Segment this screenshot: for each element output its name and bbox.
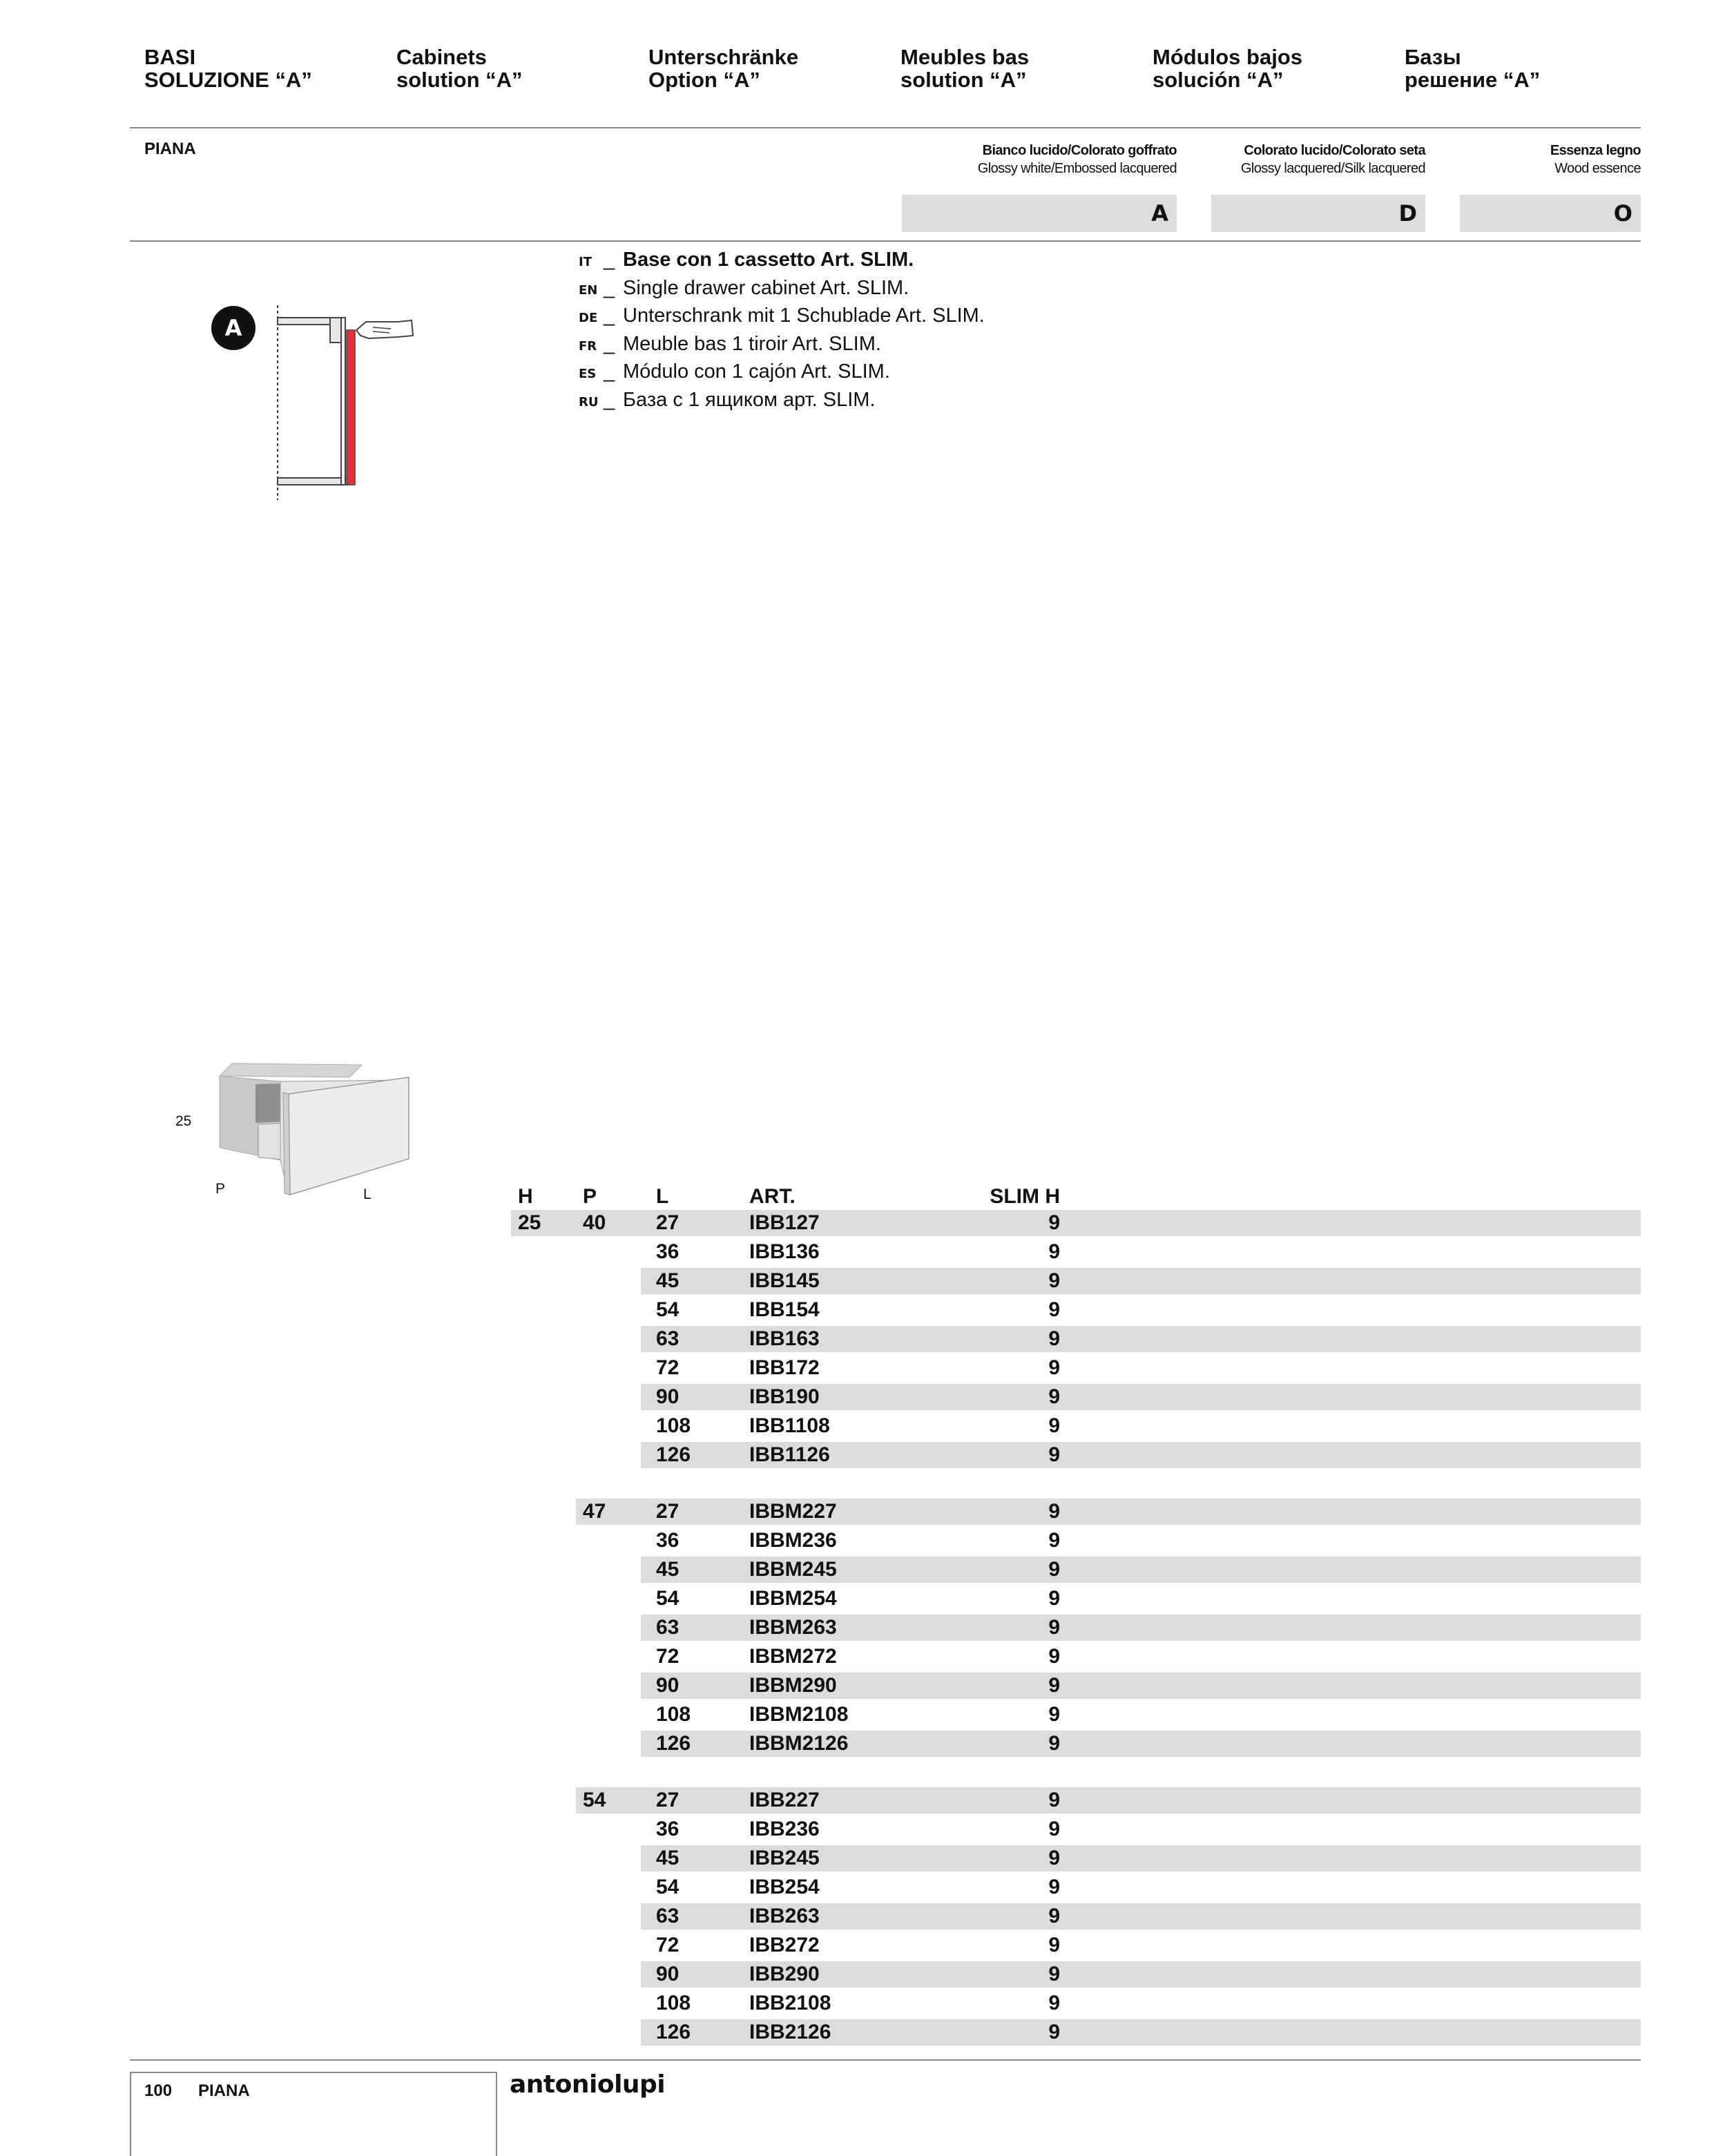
cell-art: IBB145 [749, 1269, 820, 1292]
cell-l: 108 [656, 1703, 691, 1726]
cell-art: IBB2126 [749, 2021, 831, 2043]
cell-l: 27 [656, 1211, 680, 1234]
table-row [641, 1297, 1641, 1323]
cell-art: IBB245 [749, 1847, 820, 1869]
cell-l: 72 [656, 1356, 680, 1379]
table-row [641, 1932, 1641, 1958]
header-col-en [396, 46, 523, 91]
cell-slim: 9 [1048, 1443, 1060, 1466]
cell-art: IBB154 [749, 1298, 820, 1321]
cell-art: IBB136 [749, 1240, 820, 1263]
table-row [641, 1326, 1641, 1352]
cell-slim: 9 [1048, 1356, 1060, 1379]
header-title: Módulos bajos [1153, 45, 1302, 69]
table-row [641, 1644, 1641, 1670]
cell-slim: 9 [1048, 1934, 1060, 1956]
footer-rule [130, 2059, 1641, 2061]
cell-l: 27 [656, 1789, 680, 1811]
finish-name-en: Glossy white/Embossed lacquered [977, 161, 1177, 176]
cell-slim: 9 [1048, 1269, 1060, 1292]
col-header-art: ART. [749, 1185, 796, 1208]
header-title: Meubles bas [900, 45, 1030, 69]
description-text: Base con 1 cassetto Art. SLIM. [623, 249, 914, 271]
cell-l: 45 [656, 1847, 680, 1869]
cell-l: 108 [656, 1992, 691, 2014]
description-block [579, 249, 985, 416]
cell-art: IBB190 [749, 1385, 820, 1408]
cell-slim: 9 [1048, 1703, 1060, 1726]
cell-l: 126 [656, 1732, 691, 1755]
lang-code: ES [579, 367, 597, 381]
cell-slim: 9 [1048, 1732, 1060, 1755]
cell-slim: 9 [1048, 1500, 1060, 1523]
header-col-fr [900, 46, 1029, 91]
header-col-it [144, 46, 312, 91]
cabinet-product-image [214, 1057, 414, 1202]
cell-l: 90 [656, 1674, 680, 1697]
table-row [511, 1210, 1641, 1236]
cell-l: 72 [656, 1934, 680, 1956]
finish-name-it: Essenza legno [1550, 143, 1641, 158]
header-col-es [1153, 46, 1302, 91]
col-header-h: H [518, 1185, 533, 1208]
cell-art: IBB1108 [749, 1414, 830, 1437]
cell-art: IBBM2126 [749, 1732, 849, 1755]
cell-p: 54 [583, 1789, 606, 1811]
table-row [641, 1268, 1641, 1294]
finish-name-en: Glossy lacquered/Silk lacquered [1240, 161, 1425, 176]
footer-section: PIANA [198, 2081, 250, 2100]
section-label: PIANA [144, 139, 196, 158]
cell-slim: 9 [1048, 1327, 1060, 1350]
finish-code-d: D [1211, 195, 1425, 232]
header-col-ru [1405, 46, 1540, 91]
description-line: EN _ Single drawer cabinet Art. SLIM. [579, 276, 909, 299]
table-row [641, 1990, 1641, 2017]
lang-code: IT [579, 255, 592, 269]
cell-slim: 9 [1048, 1645, 1060, 1668]
cell-slim: 9 [1048, 1674, 1060, 1697]
header-title: Базы [1405, 45, 1461, 69]
cell-art: IBB1126 [749, 1443, 830, 1466]
cell-p: 40 [583, 1211, 606, 1234]
header-col-de [648, 46, 798, 91]
finish-rule [130, 240, 1641, 242]
header-title: BASI [144, 45, 196, 69]
finish-o-name [1460, 142, 1641, 177]
cell-l: 36 [656, 1240, 680, 1263]
cell-art: IBB263 [749, 1905, 820, 1927]
description-text: Unterschrank mit 1 Schublade Art. SLIM. [623, 305, 985, 327]
cell-slim: 9 [1048, 1529, 1060, 1552]
cell-l: 90 [656, 1385, 680, 1408]
cell-art: IBB272 [749, 1934, 820, 1956]
table-row [641, 1874, 1641, 1900]
description-text: База с 1 ящиком арт. SLIM. [623, 388, 876, 411]
col-header-slim: SLIM H [990, 1185, 1060, 1208]
cell-art: IBB127 [749, 1211, 820, 1234]
cell-slim: 9 [1048, 1847, 1060, 1869]
header-subtitle: solution “A” [396, 68, 523, 92]
cell-l: 54 [656, 1587, 680, 1610]
cell-art: IBBM245 [749, 1558, 837, 1581]
table-row [641, 1384, 1641, 1410]
header-subtitle: SOLUZIONE “A” [144, 68, 312, 92]
description-line: RU _ База с 1 ящиком арт. SLIM. [579, 388, 876, 411]
table-row [641, 1557, 1641, 1583]
page-number: 100 [144, 2081, 173, 2100]
cell-l: 63 [656, 1905, 680, 1927]
description-line: ES _ Módulo con 1 cajón Art. SLIM. [579, 360, 890, 383]
dim-width-label: L [363, 1186, 372, 1202]
brand-logo: antoniolupi [510, 2070, 666, 2099]
cell-l: 72 [656, 1645, 680, 1668]
finish-code-a: A [902, 195, 1177, 232]
table-row [641, 1702, 1641, 1728]
cell-l: 45 [656, 1558, 680, 1581]
cell-slim: 9 [1048, 1789, 1060, 1811]
solution-badge: A [211, 306, 256, 350]
cell-l: 36 [656, 1818, 680, 1840]
cell-art: IBB172 [749, 1356, 820, 1379]
cell-art: IBBM2108 [749, 1703, 849, 1726]
cell-h: 25 [518, 1211, 541, 1234]
header-rule [130, 127, 1641, 128]
cell-art: IBBM236 [749, 1529, 837, 1552]
table-row [641, 1903, 1641, 1929]
cell-art: IBBM290 [749, 1674, 837, 1697]
finish-a-name [902, 142, 1177, 177]
table-row [641, 1845, 1641, 1871]
finish-name-it: Bianco lucido/Colorato goffrato [982, 143, 1177, 158]
cell-slim: 9 [1048, 1587, 1060, 1610]
cell-l: 54 [656, 1876, 680, 1898]
cell-slim: 9 [1048, 1558, 1060, 1581]
description-line: DE _ Unterschrank mit 1 Schublade Art. SLIM. [579, 305, 985, 327]
cell-slim: 9 [1048, 1905, 1060, 1927]
table-row [576, 1499, 1641, 1525]
description-text: Módulo con 1 cajón Art. SLIM. [623, 360, 890, 383]
cell-art: IBB254 [749, 1876, 820, 1898]
cell-art: IBBM263 [749, 1616, 837, 1639]
cell-art: IBB2108 [749, 1992, 831, 2014]
cell-l: 126 [656, 1443, 691, 1466]
cell-slim: 9 [1048, 1211, 1060, 1234]
description-text: Meuble bas 1 tiroir Art. SLIM. [623, 332, 881, 355]
cell-slim: 9 [1048, 1876, 1060, 1898]
cell-l: 54 [656, 1298, 680, 1321]
dim-depth-label: P [215, 1181, 226, 1197]
lang-code: EN [579, 282, 598, 298]
cell-l: 126 [656, 2021, 691, 2043]
table-row [641, 1961, 1641, 1987]
cell-l: 63 [656, 1616, 680, 1639]
table-row [641, 1239, 1641, 1265]
table-row [576, 1787, 1641, 1813]
description-line: IT _ Base con 1 cassetto Art. SLIM. [579, 249, 914, 271]
table-row [641, 1816, 1641, 1842]
description-text: Single drawer cabinet Art. SLIM. [623, 276, 909, 299]
cell-art: IBB163 [749, 1327, 820, 1350]
header-subtitle: решение “A” [1405, 68, 1541, 92]
cell-art: IBBM254 [749, 1587, 837, 1610]
table-row [641, 1413, 1641, 1439]
cell-l: 63 [656, 1327, 680, 1350]
table-row [641, 1442, 1641, 1468]
table-row [641, 1731, 1641, 1757]
cell-art: IBB227 [749, 1789, 820, 1811]
cell-art: IBB290 [749, 1963, 820, 1985]
cell-p: 47 [583, 1500, 606, 1523]
lang-code: DE [579, 311, 598, 325]
cell-slim: 9 [1048, 1385, 1060, 1408]
cell-art: IBBM272 [749, 1645, 837, 1668]
finish-code-o: O [1460, 195, 1641, 232]
finish-name-it: Colorato lucido/Colorato seta [1244, 143, 1425, 158]
cell-art: IBB236 [749, 1818, 820, 1840]
header-title: Unterschränke [648, 45, 799, 69]
table-row [641, 1528, 1641, 1554]
header-subtitle: solución “A” [1153, 68, 1284, 92]
description-line: FR _ Meuble bas 1 tiroir Art. SLIM. [579, 332, 881, 355]
col-header-l: L [656, 1185, 669, 1208]
cabinet-section-diagram [269, 302, 421, 503]
table-row [641, 2019, 1641, 2046]
cell-slim: 9 [1048, 2021, 1060, 2043]
table-row [641, 1615, 1641, 1641]
cell-slim: 9 [1048, 1818, 1060, 1840]
cell-l: 90 [656, 1963, 680, 1985]
header-subtitle: Option “A” [648, 68, 760, 92]
cell-slim: 9 [1048, 1240, 1060, 1263]
cell-slim: 9 [1048, 1616, 1060, 1639]
dim-height-label: 25 [175, 1113, 192, 1129]
footer-box [130, 2072, 497, 2156]
cell-l: 108 [656, 1414, 691, 1437]
finish-d-name [1211, 142, 1425, 177]
lang-code: RU [579, 394, 599, 410]
cell-slim: 9 [1048, 1992, 1060, 2014]
cell-art: IBBM227 [749, 1500, 837, 1523]
col-header-p: P [583, 1185, 597, 1208]
header-title: Cabinets [396, 45, 487, 69]
header-subtitle: solution “A” [900, 68, 1027, 92]
finish-name-en: Wood essence [1554, 161, 1641, 176]
table-row [641, 1586, 1641, 1612]
cell-slim: 9 [1048, 1298, 1060, 1321]
cell-slim: 9 [1048, 1963, 1060, 1985]
cell-l: 36 [656, 1529, 680, 1552]
cell-l: 27 [656, 1500, 680, 1523]
cell-slim: 9 [1048, 1414, 1060, 1437]
cell-l: 45 [656, 1269, 680, 1292]
table-row [641, 1355, 1641, 1381]
lang-code: FR [579, 338, 597, 354]
table-row [641, 1673, 1641, 1699]
